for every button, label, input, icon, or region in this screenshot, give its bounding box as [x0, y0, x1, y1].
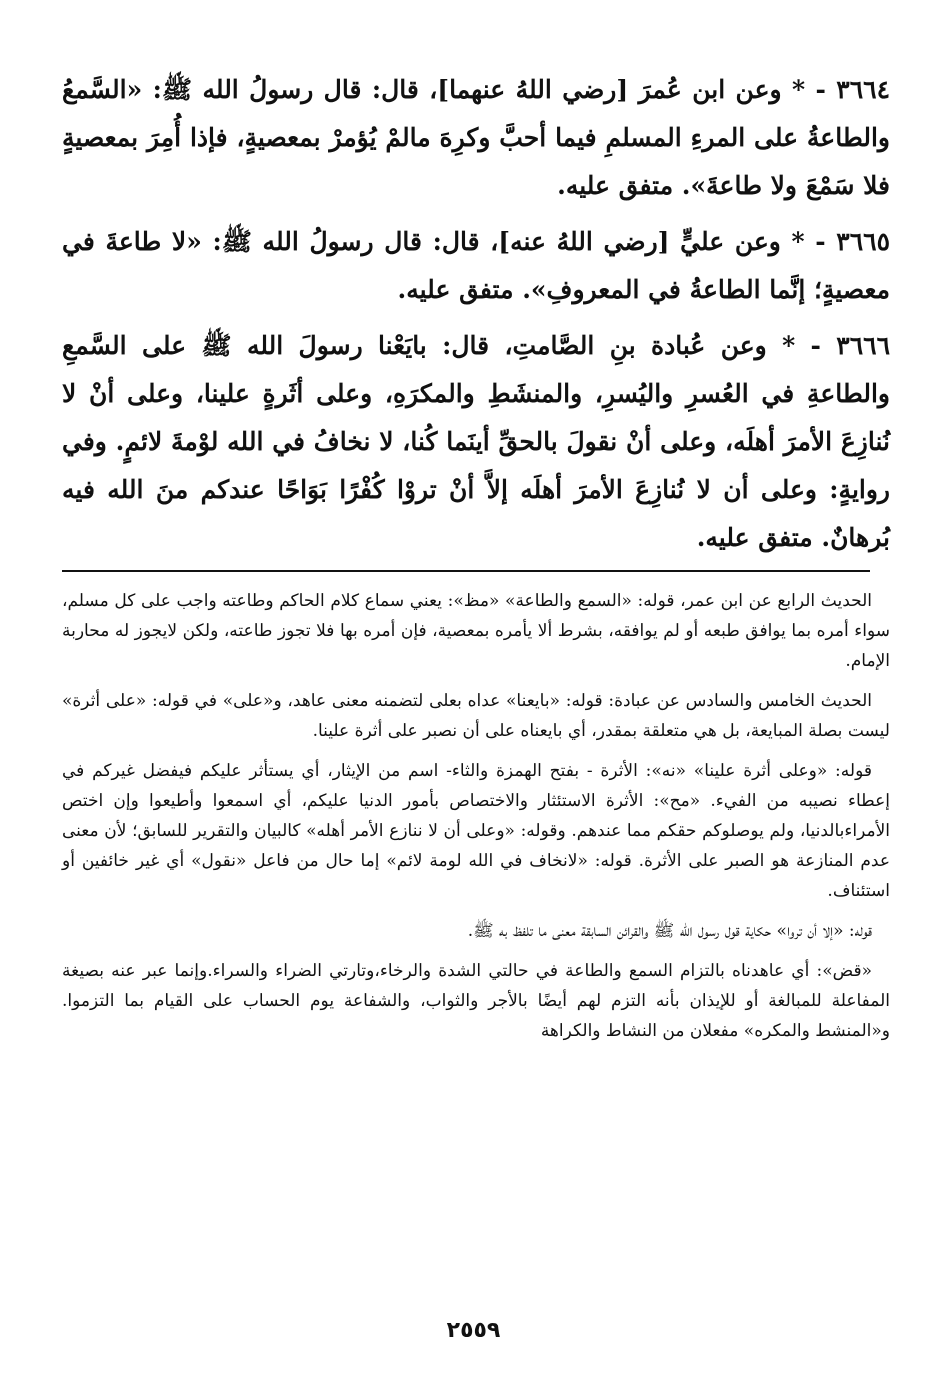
- footnote-divider: [62, 570, 870, 572]
- book-page: [62, 66, 890, 1056]
- commentary-paragraph: الحديث الخامس والسادس عن عبادة: قوله: «بايعنا» عداه بعلى لتضمنه معنى عاهد، و«على» في قوله: «على أثرة» ليست بصلة المبايعة، بل هي متعلقة بمقدر، أي بايعناه على أن نصبر على أثرة علينا.: [62, 691, 890, 741]
- hadith-3666: ٣٦٦٦ - * وعن عُبادة بنِ الصَّامتِ، قال: بايَعْنا رسولَ الله ﷺ على السَّمعِ والطاعةِ في العُسرِ واليُسرِ، والمنشَطِ والمكرَهِ، وعلى أثَرةٍ علينا، وعلى أنْ لا نُنازِعَ الأمرَ أهلَه، وعلى أنْ نقولَ بالحقِّ أينَما كُنا، لا نخافُ في الله لوْمةَ لائمٍ. وفي روايةٍ: وعلى أن لا نُنازِعَ الأمرَ أهلَه إلاَّ أنْ تروْا كُفْرًا بَوَاحًا عندكم منَ الله فيه بُرهانٌ. متفق عليه.: [62, 331, 890, 552]
- commentary-paragraph: الحديث الرابع عن ابن عمر، قوله: «السمع والطاعة» «مظ»: يعني سماع كلام الحاكم وطاعته واجب على كل مسلم، سواء أمره بما يوافق طبعه أو لم يوافقه، بشرط ألا يأمره بمعصية، فإن أمره بها فلا تجوز طاعته، ولكن لايجوز له محاربة الإمام.: [62, 591, 890, 671]
- hadith-3664: ٣٦٦٤ - * وعن ابن عُمرَ [رضي اللهُ عنهما]، قال: قال رسولُ الله ﷺ: «السَّمعُ والطاعةُ على المرءِ المسلمِ فيما أحبَّ وكرِهَ مالمْ يُؤمرْ بمعصيةٍ، فإذا أُمِرَ بمعصيةٍ فلا سَمْعَ ولا طاعةَ». متفق عليه.: [62, 75, 890, 200]
- commentary-paragraph: قوله: «إلا أن تروا» حكاية قول رسول الله ﷺ والقرائن السابقة معنى ما تلفظ به ﷺ.: [467, 921, 872, 941]
- hadith-section: [62, 66, 890, 562]
- hadith-3665: ٣٦٦٥ - * وعن عليٍّ [رضي اللهُ عنه]، قال: قال رسولُ الله ﷺ: «لا طاعةَ في معصيةٍ؛ إنَّما الطاعةُ في المعروفِ». متفق عليه.: [62, 227, 890, 304]
- commentary-paragraph: قوله: «وعلى أثرة علينا» «نه»: الأثرة - بفتح الهمزة والثاء- اسم من الإيثار، أي يستأثر عليكم فيفضل غيركم في إعطاء نصيبه من الفيء. «مح»: الأثرة الاستئثار والاختصاص بأمور الدنيا عليكم، أي اسمعوا وأطيعوا وإن اختص الأمراءبالدنيا، ولم يوصلوكم حقكم مما عندهم. وقوله: «وعلى أن لا ننازع الأمر أهله» كالبيان والتقرير للسابق؛ لأن معنى عدم المنازعة هو الصبر على الأثرة. قوله: «لانخاف في الله لومة لائم» إما حال من فاعل «نقول» أي غير خائفين أو استئناف.: [62, 761, 890, 901]
- page-number: ٢٥٥٩: [446, 1318, 501, 1343]
- commentary-section: [62, 586, 890, 1046]
- commentary-paragraph: «قض»: أي عاهدناه بالتزام السمع والطاعة في حالتي الشدة والرخاء،وتارتي الضراء والسراء.وإنما عبر عنه بصيغة المفاعلة للمبالغة أو للإيذان بأنه التزم لهم أيضًا بالأجر والثواب، والشفاعة يوم الحساب على القيام بما التزموا. و«المنشط والمكره» مفعلان من النشاط والكراهة: [62, 961, 890, 1041]
